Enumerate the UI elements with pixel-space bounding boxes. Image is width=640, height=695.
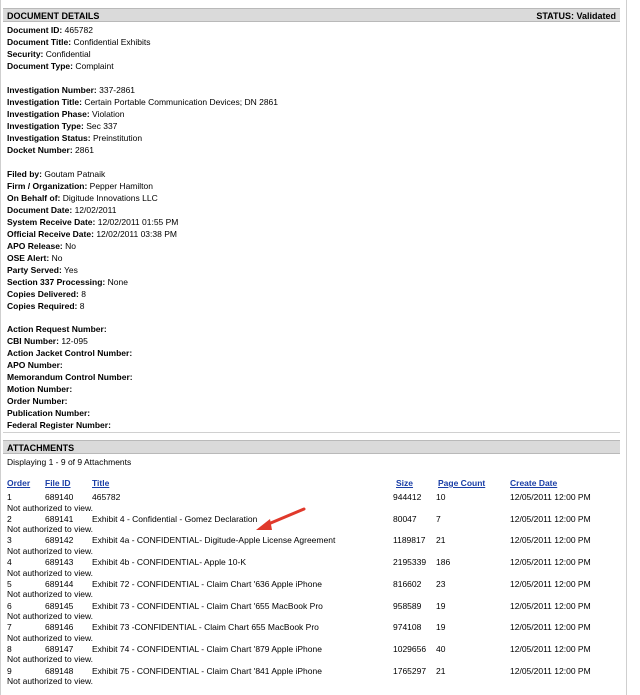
detail-field [7, 216, 178, 228]
detail-field-label: Publication Number: [7, 408, 91, 418]
cell-size: 958589 [393, 600, 422, 611]
detail-field [7, 120, 117, 132]
detail-field [7, 288, 86, 300]
detail-field [7, 264, 78, 276]
cell-file-id: 689147 [45, 643, 74, 654]
detail-field-value: Goutam Patnaik [44, 169, 106, 179]
cell-page-count: 10 [436, 492, 446, 502]
detail-field-value: 8 [81, 289, 86, 299]
cell-file-id: 689148 [45, 665, 74, 676]
attachments-header [3, 440, 620, 454]
detail-field-label: Document Type: [7, 61, 73, 71]
detail-field-value: 12/02/2011 03:38 PM [96, 229, 177, 239]
cell-order: 3 [7, 535, 12, 546]
cell-file-id: 689146 [45, 622, 74, 633]
not-authorized-note: Not authorized to view. [7, 589, 93, 600]
cell-order: 7 [7, 622, 12, 633]
detail-field [7, 96, 278, 108]
detail-field-label: Copies Delivered: [7, 289, 79, 299]
detail-field-label: Investigation Status: [7, 133, 91, 143]
col-header-create-date[interactable]: Create Date [510, 478, 558, 488]
cell-create-date: 12/05/2011 12:00 PM [510, 535, 591, 546]
cell-size: 816602 [393, 578, 422, 589]
detail-field-value: Preinstitution [92, 133, 143, 143]
attachments-title: ATTACHMENTS [7, 443, 75, 453]
cell-file-id: 689145 [45, 600, 74, 611]
cell-size: 944412 [393, 492, 422, 502]
cell-create-date: 12/05/2011 12:00 PM [510, 492, 591, 502]
cell-size: 1189817 [393, 535, 426, 546]
attachments-count: Displaying 1 - 9 of 9 Attachments [7, 457, 132, 467]
detail-field [7, 108, 125, 120]
detail-field-label: Investigation Type: [7, 121, 84, 131]
col-header-order[interactable]: Order [7, 478, 31, 488]
cell-order: 8 [7, 643, 12, 654]
cell-page-count: 23 [436, 578, 446, 589]
not-authorized-note: Not authorized to view. [7, 632, 93, 643]
cell-create-date: 12/05/2011 12:00 PM [510, 643, 591, 654]
cell-title: Exhibit 75 - CONFIDENTIAL - Claim Chart '841 Apple iPhone [92, 665, 322, 676]
not-authorized-note: Not authorized to view. [7, 524, 93, 535]
status-badge: STATUS: Validated [536, 11, 616, 21]
cell-title: Exhibit 73 -CONFIDENTIAL - Claim Chart 655 MacBook Pro [92, 622, 319, 633]
detail-field-label: Action Jacket Control Number: [7, 348, 133, 358]
detail-field-value: Digitude Innovations LLC [62, 193, 158, 203]
cell-page-count: 19 [436, 600, 446, 611]
cell-create-date: 12/05/2011 12:00 PM [510, 578, 591, 589]
detail-field [7, 300, 84, 312]
detail-field-value: Confidential [45, 49, 91, 59]
cell-size: 1029656 [393, 643, 427, 654]
not-authorized-note: Not authorized to view. [7, 567, 93, 578]
detail-field-label: Motion Number: [7, 384, 73, 394]
detail-field-label: Memorandum Control Number: [7, 372, 133, 382]
detail-field [7, 395, 67, 407]
cell-title: Exhibit 4 - Confidential - Gomez Declaration [92, 513, 258, 524]
detail-field [7, 144, 94, 156]
detail-field-value: Certain Portable Communication Devices; DN 2861 [84, 97, 279, 107]
section-divider [3, 432, 620, 433]
detail-field-value: 2861 [75, 145, 94, 155]
detail-field-label: Document ID: [7, 25, 63, 35]
detail-field [7, 371, 133, 383]
cell-title: Exhibit 4a - CONFIDENTIAL- Digitude-Apple License Agreement [92, 535, 336, 546]
cell-page-count: 186 [436, 557, 451, 568]
detail-field-value: Sec 337 [86, 121, 118, 131]
detail-field [7, 36, 150, 48]
not-authorized-note: Not authorized to view. [7, 502, 93, 513]
detail-field-label: Investigation Phase: [7, 109, 90, 119]
document-details-title: DOCUMENT DETAILS [7, 11, 100, 21]
cell-title: Exhibit 74 - CONFIDENTIAL - Claim Chart '879 Apple iPhone [92, 643, 322, 654]
detail-field [7, 323, 107, 335]
cell-title: 465782 [92, 492, 121, 502]
detail-field [7, 84, 135, 96]
detail-field-value: Complaint [75, 61, 114, 71]
cell-create-date: 12/05/2011 12:00 PM [510, 665, 591, 676]
cell-page-count: 40 [436, 643, 446, 654]
cell-page-count: 7 [436, 513, 441, 524]
detail-field-label: APO Release: [7, 241, 63, 251]
detail-field-value: 12-095 [61, 336, 88, 346]
detail-field [7, 180, 153, 192]
detail-field-label: Section 337 Processing: [7, 277, 106, 287]
detail-field-label: Investigation Title: [7, 97, 82, 107]
not-authorized-note: Not authorized to view. [7, 654, 93, 665]
cell-title: Exhibit 73 - CONFIDENTIAL - Claim Chart '655 MacBook Pro [92, 600, 323, 611]
cell-size: 1765297 [393, 665, 427, 676]
detail-field [7, 228, 177, 240]
cell-create-date: 12/05/2011 12:00 PM [510, 513, 591, 524]
detail-field [7, 132, 142, 144]
detail-field-label: Official Receive Date: [7, 229, 94, 239]
detail-field-value: No [51, 253, 63, 263]
cell-page-count: 21 [436, 535, 446, 546]
cell-file-id: 689142 [45, 535, 74, 546]
detail-field-value: 12/02/2011 [74, 205, 117, 215]
detail-field [7, 204, 116, 216]
cell-title: Exhibit 72 - CONFIDENTIAL - Claim Chart '636 Apple iPhone [92, 578, 322, 589]
detail-field-value: Yes [64, 265, 78, 275]
detail-field-label: Copies Required: [7, 301, 78, 311]
detail-field-value: Confidential Exhibits [73, 37, 151, 47]
detail-field-label: Action Request Number: [7, 324, 107, 334]
detail-field [7, 24, 93, 36]
detail-field-label: Investigation Number: [7, 85, 97, 95]
cell-order: 2 [7, 513, 12, 524]
cell-file-id: 689144 [45, 578, 74, 589]
detail-field [7, 383, 72, 395]
detail-field-label: Docket Number: [7, 145, 73, 155]
detail-field-value: None [107, 277, 128, 287]
cell-size: 2195339 [393, 557, 427, 568]
cell-file-id: 689141 [45, 513, 74, 524]
cell-order: 9 [7, 665, 12, 676]
not-authorized-note: Not authorized to view. [7, 545, 93, 556]
col-header-page-count[interactable]: Page Count [438, 478, 486, 488]
cell-order: 5 [7, 578, 12, 589]
cell-order: 6 [7, 600, 12, 611]
detail-field [7, 419, 111, 431]
red-arrow-annotation [252, 505, 308, 535]
cell-size: 974108 [393, 622, 422, 633]
detail-field-label: Security: [7, 49, 44, 59]
detail-field [7, 347, 132, 359]
detail-field-label: Federal Register Number: [7, 420, 111, 430]
detail-field [7, 240, 76, 252]
not-authorized-note: Not authorized to view. [7, 676, 93, 687]
detail-field-value: No [65, 241, 76, 251]
detail-field [7, 48, 91, 60]
col-header-title[interactable]: Title [92, 478, 110, 488]
detail-field [7, 276, 128, 288]
detail-field-label: Firm / Organization: [7, 181, 88, 191]
detail-field [7, 335, 88, 347]
detail-field-label: CBI Number: [7, 336, 59, 346]
cell-order: 1 [7, 492, 12, 502]
col-header-file-id[interactable]: File ID [45, 478, 71, 488]
detail-field-label: Filed by: [7, 169, 42, 179]
detail-field-value: Violation [92, 109, 125, 119]
detail-field-label: System Receive Date: [7, 217, 96, 227]
detail-field-value: 8 [79, 301, 85, 311]
detail-field-label: OSE Alert: [7, 253, 50, 263]
cell-create-date: 12/05/2011 12:00 PM [510, 557, 591, 568]
detail-field-label: Document Title: [7, 37, 72, 47]
detail-field-value: 337-2861 [99, 85, 136, 95]
detail-field [7, 168, 105, 180]
detail-field-value: Pepper Hamilton [89, 181, 153, 191]
cell-title: Exhibit 4b - CONFIDENTIAL- Apple 10-K [92, 557, 247, 568]
cell-page-count: 19 [436, 622, 446, 633]
cell-file-id: 689140 [45, 492, 74, 502]
detail-field [7, 60, 114, 72]
detail-field-value: 465782 [64, 25, 93, 35]
detail-field [7, 359, 63, 371]
detail-field-label: Party Served: [7, 265, 62, 275]
cell-file-id: 689143 [45, 557, 74, 568]
cell-create-date: 12/05/2011 12:00 PM [510, 600, 591, 611]
detail-field [7, 407, 90, 419]
detail-field [7, 252, 62, 264]
cell-create-date: 12/05/2011 12:00 PM [510, 622, 591, 633]
cell-size: 80047 [393, 513, 417, 524]
detail-field-label: APO Number: [7, 360, 63, 370]
cell-page-count: 21 [436, 665, 446, 676]
col-header-size[interactable]: Size [396, 478, 414, 488]
document-details-header [3, 8, 620, 22]
not-authorized-note: Not authorized to view. [7, 611, 93, 621]
detail-field-label: On Behalf of: [7, 193, 61, 203]
cell-order: 4 [7, 557, 12, 568]
detail-field-value: 12/02/2011 01:55 PM [97, 217, 179, 227]
detail-field-label: Document Date: [7, 205, 73, 215]
detail-field [7, 192, 158, 204]
detail-field-label: Order Number: [7, 396, 68, 406]
